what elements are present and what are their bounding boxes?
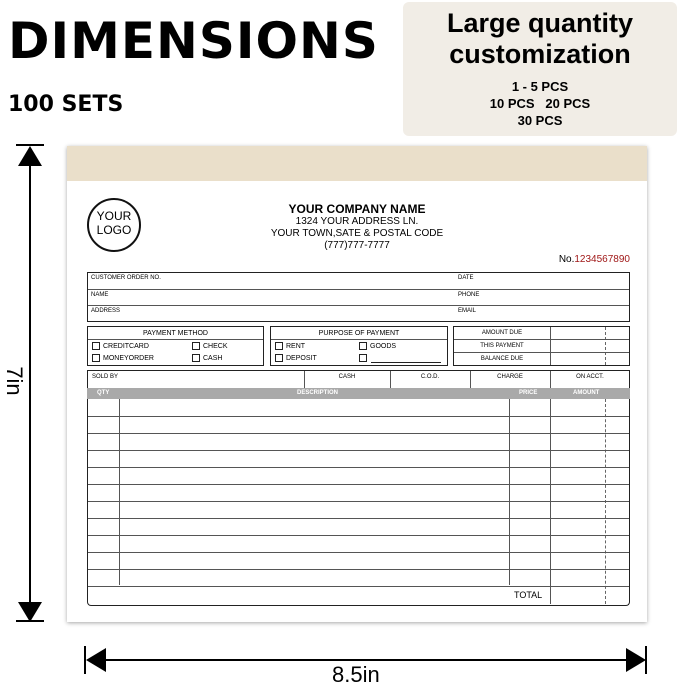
form-binding-strip	[67, 146, 647, 181]
other-checkbox[interactable]	[359, 354, 367, 362]
address-label: ADDRESS	[91, 308, 121, 314]
qty-header: QTY	[97, 390, 110, 396]
quantity-title-line1: Large quantity	[446, 8, 634, 38]
table-row-line	[88, 586, 629, 587]
description-header: DESCRIPTION	[297, 390, 339, 396]
items-table-body	[87, 399, 630, 606]
other-purpose-line	[371, 362, 441, 363]
items-table-header	[87, 388, 630, 399]
check-checkbox[interactable]	[192, 342, 200, 350]
moneyorder-label: MONEYORDER	[103, 355, 154, 362]
sold-cash-label: CASH	[338, 374, 356, 380]
table-row-line	[88, 569, 629, 570]
cash-label: CASH	[203, 355, 223, 362]
amount-header: AMOUNT	[573, 390, 600, 396]
table-row-line	[88, 484, 629, 485]
width-cap-right	[645, 646, 647, 674]
company-address1: 1324 YOUR ADDRESS LN.	[295, 216, 419, 227]
table-row-line	[88, 552, 629, 553]
amount-due-label: AMOUNT DUE	[481, 330, 523, 336]
height-cap-bottom	[16, 620, 44, 622]
quantity-title-line2: customization	[449, 39, 631, 69]
purpose-title: PURPOSE OF PAYMENT	[318, 330, 400, 337]
check-label: CHECK	[203, 343, 228, 350]
quantity-option-3: 30 PCS	[517, 113, 563, 128]
logo-text-line2: LOGO	[96, 223, 132, 237]
name-label: NAME	[91, 292, 109, 298]
on-account-label: ON ACCT.	[576, 374, 604, 380]
company-block	[217, 202, 497, 252]
payment-method-box	[87, 326, 264, 366]
logo-placeholder	[87, 198, 141, 252]
balance-due-label: BALANCE DUE	[480, 356, 524, 362]
quantity-customization-panel	[403, 2, 677, 136]
moneyorder-checkbox[interactable]	[92, 354, 100, 362]
table-row-line	[88, 518, 629, 519]
deposit-checkbox[interactable]	[275, 354, 283, 362]
table-row-line	[88, 450, 629, 451]
table-row-line	[88, 416, 629, 417]
document-number	[559, 254, 630, 265]
deposit-label: DEPOSIT	[286, 355, 317, 362]
height-label: 7in	[2, 366, 27, 396]
price-header: PRICE	[519, 390, 538, 396]
company-address2: YOUR TOWN,SATE & POSTAL CODE	[270, 228, 444, 239]
invoice-form-sheet	[67, 146, 647, 622]
document-number-label: No.	[558, 254, 575, 265]
height-dimension-line	[29, 150, 31, 618]
document-number-value: 1234567890	[574, 254, 630, 265]
width-label: 8.5in	[332, 662, 380, 687]
table-row-line	[88, 535, 629, 536]
sold-by-row	[87, 370, 630, 389]
purpose-of-payment-box	[270, 326, 448, 366]
this-payment-label: THIS PAYMENT	[480, 343, 524, 349]
cash-checkbox[interactable]	[192, 354, 200, 362]
goods-label: GOODS	[370, 343, 397, 350]
rent-label: RENT	[286, 343, 306, 350]
arrow-right-icon	[626, 648, 646, 672]
customer-info-box	[87, 272, 630, 322]
quantity-option-2: 10 PCS 20 PCS	[489, 96, 591, 111]
table-row-line	[88, 467, 629, 468]
sets-label: 100 SETS	[8, 92, 124, 117]
total-label: TOTAL	[514, 590, 543, 600]
arrow-down-icon	[18, 602, 42, 622]
width-dimension-line	[90, 659, 640, 661]
logo-text-line1: YOUR	[96, 209, 132, 223]
goods-checkbox[interactable]	[359, 342, 367, 350]
dimensions-title: DIMENSIONS	[8, 12, 379, 70]
sold-by-label: SOLD BY	[92, 374, 119, 380]
amounts-box	[453, 326, 630, 366]
rent-checkbox[interactable]	[275, 342, 283, 350]
email-label: EMAIL	[458, 308, 477, 314]
company-phone: (777)777-7777	[324, 240, 390, 251]
creditcard-checkbox[interactable]	[92, 342, 100, 350]
company-name: YOUR COMPANY NAME	[288, 202, 426, 216]
creditcard-label: CREDITCARD	[103, 343, 149, 350]
table-row-line	[88, 433, 629, 434]
cod-label: C.O.D.	[420, 374, 440, 380]
quantity-option-1: 1 - 5 PCS	[511, 79, 569, 94]
charge-label: CHARGE	[497, 374, 523, 380]
date-label: DATE	[458, 275, 474, 281]
table-row-line	[88, 501, 629, 502]
phone-label: PHONE	[458, 292, 480, 298]
payment-method-title: PAYMENT METHOD	[143, 330, 208, 337]
customer-order-label: CUSTOMER ORDER NO.	[91, 275, 161, 281]
